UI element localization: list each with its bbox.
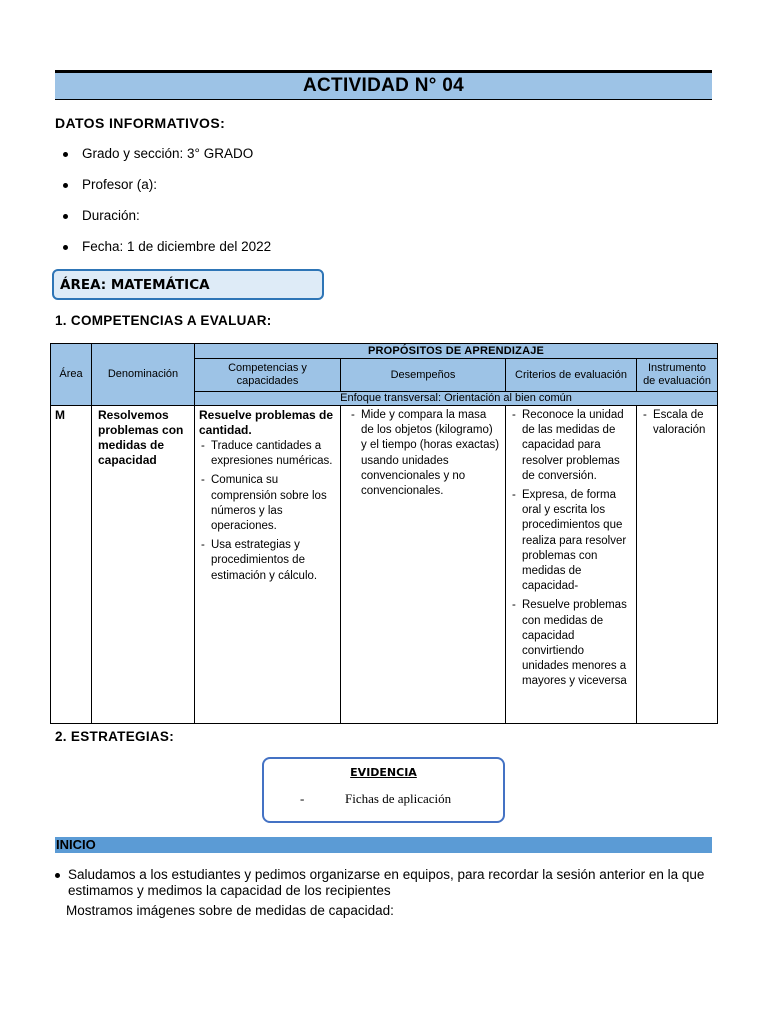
header-denominacion: Denominación <box>92 344 195 406</box>
desempeno-item: - Mide y compara la masa de los objetos (kilogramo) y el tiempo (horas exactas) usando unidades convencionales y no convencionales. <box>349 408 501 499</box>
header-competencias: Competencias y capacidades <box>195 359 341 392</box>
datos-informativos-list <box>60 146 271 270</box>
header-propositos: PROPÓSITOS DE APRENDIZAJE <box>195 344 718 359</box>
activity-title: ACTIVIDAD N° 04 <box>55 70 712 100</box>
capacidad-item: - Usa estrategias y procedimientos de estimación y cálculo. <box>199 538 336 584</box>
capacidad-item: - Traduce cantidades a expresiones numéricas. <box>199 439 336 469</box>
row-instrumento <box>637 406 718 724</box>
enfoque-transversal: Enfoque transversal: Orientación al bien común <box>195 392 718 406</box>
evidencia-text: Fichas de aplicación <box>345 791 452 806</box>
table-row <box>51 406 718 724</box>
info-item-grado: Grado y sección: 3° GRADO <box>60 146 271 177</box>
row-competencias <box>195 406 341 724</box>
info-item-profesor: Profesor (a): <box>60 177 271 208</box>
instrumento-item: - Escala de valoración <box>641 408 713 438</box>
datos-informativos-heading: DATOS INFORMATIVOS: <box>55 115 226 131</box>
info-item-duracion: Duración: <box>60 208 271 239</box>
inicio-paragraph-2: Mostramos imágenes sobre de medidas de capacidad: <box>66 903 394 918</box>
inicio-paragraph: Saludamos a los estudiantes y pedimos organizarse en equipos, para recordar la sesión anterior en la que estimamos y medimos la capacidad de los recipientes <box>68 867 705 898</box>
area-box: ÁREA: MATEMÁTICA <box>52 269 324 300</box>
evidencia-title: EVIDENCIA <box>350 766 417 779</box>
row-denominacion: Resolvemos problemas con medidas de capacidad <box>92 406 195 724</box>
criterio-item: - Resuelve problemas con medidas de capacidad convirtiendo unidades menores a mayores y viceversa <box>510 598 632 689</box>
info-item-fecha: Fecha: 1 de diciembre del 2022 <box>60 239 271 270</box>
competencia-title: Resuelve problemas de cantidad. <box>199 408 334 437</box>
evidencia-box <box>262 757 505 823</box>
criterio-item: - Expresa, de forma oral y escrita los procedimientos que realiza para resolver problemas con medidas de capacidad- <box>510 488 632 594</box>
bullet-icon <box>55 873 60 878</box>
header-desempenos: Desempeños <box>341 359 506 392</box>
capacidad-item: - Comunica su comprensión sobre los números y las operaciones. <box>199 473 336 534</box>
evidencia-dash: - <box>300 791 305 806</box>
competencias-heading: 1. COMPETENCIAS A EVALUAR: <box>55 313 272 328</box>
header-instrumento: Instrumento de evaluación <box>637 359 718 392</box>
row-area: M <box>51 406 92 724</box>
row-criterios <box>506 406 637 724</box>
header-area: Área <box>51 344 92 406</box>
row-desempenos <box>341 406 506 724</box>
criterio-item: - Reconoce la unidad de las medidas de capacidad para resolver problemas de conversión. <box>510 408 632 484</box>
inicio-heading: INICIO <box>55 837 712 853</box>
header-criterios: Criterios de evaluación <box>506 359 637 392</box>
estrategias-heading: 2. ESTRATEGIAS: <box>55 729 175 744</box>
competencias-table <box>50 343 718 724</box>
